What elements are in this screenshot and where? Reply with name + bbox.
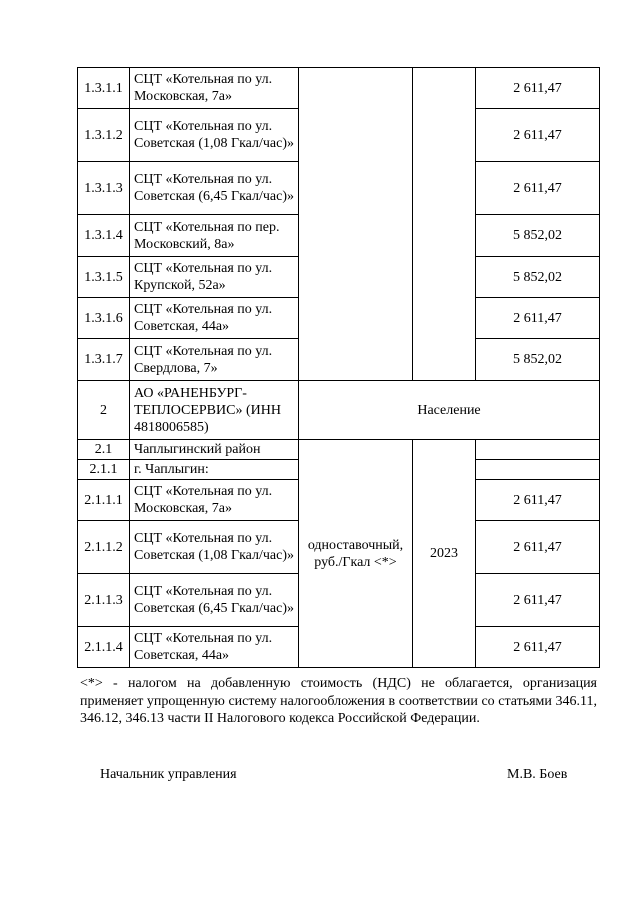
row-number: 1.3.1.2 xyxy=(78,109,130,162)
row-name: СЦТ «Котельная по ул. Советская (1,08 Гкал/час)» xyxy=(130,521,299,574)
blank-cell xyxy=(476,460,600,480)
row-name: СЦТ «Котельная по ул. Советская (6,45 Гкал/час)» xyxy=(130,574,299,627)
tariff-table xyxy=(77,67,600,668)
table-row xyxy=(78,68,600,109)
row-value: 2 611,47 xyxy=(476,521,600,574)
row-name: СЦТ «Котельная по ул. Советская (1,08 Гкал/час)» xyxy=(130,109,299,162)
signatory-name: М.В. Боев xyxy=(507,767,568,782)
row-value: 2 611,47 xyxy=(476,162,600,215)
blank-cell xyxy=(413,68,476,381)
row-name: СЦТ «Котельная по ул. Советская, 44а» xyxy=(130,627,299,668)
row-value: 2 611,47 xyxy=(476,574,600,627)
row-number: 1.3.1.5 xyxy=(78,257,130,298)
blank-cell xyxy=(299,68,413,381)
row-name: СЦТ «Котельная по ул. Советская, 44а» xyxy=(130,298,299,339)
row-name: СЦТ «Котельная по ул. Советская (6,45 Гкал/час)» xyxy=(130,162,299,215)
row-number: 2.1.1.1 xyxy=(78,480,130,521)
row-name: СЦТ «Котельная по пер. Московский, 8а» xyxy=(130,215,299,257)
city-number: 2.1.1 xyxy=(78,460,130,480)
row-name: СЦТ «Котельная по ул. Крупской, 52а» xyxy=(130,257,299,298)
row-number: 2.1.1.4 xyxy=(78,627,130,668)
row-name: СЦТ «Котельная по ул. Московская, 7а» xyxy=(130,68,299,109)
blank-cell xyxy=(476,440,600,460)
tariff-year: 2023 xyxy=(413,440,476,668)
row-value: 2 611,47 xyxy=(476,68,600,109)
row-value: 5 852,02 xyxy=(476,257,600,298)
row-number: 1.3.1.3 xyxy=(78,162,130,215)
row-value: 5 852,02 xyxy=(476,339,600,381)
row-value: 5 852,02 xyxy=(476,215,600,257)
city-name: г. Чаплыгин: xyxy=(130,460,299,480)
signatory-title: Начальник управления xyxy=(100,767,237,782)
footnote: <*> - налогом на добавленную стоимость (НДС) не облагается, организация применяет упрощенную систему налогообложения в соответствии со статьями 346.11, 346.12, 346.13 части II Налогового кодекса Российской Федерации. xyxy=(80,676,597,726)
row-number: 1.3.1.1 xyxy=(78,68,130,109)
district-number: 2.1 xyxy=(78,440,130,460)
row-number: 1.3.1.6 xyxy=(78,298,130,339)
row-name: СЦТ «Котельная по ул. Московская, 7а» xyxy=(130,480,299,521)
row-value: 2 611,47 xyxy=(476,298,600,339)
org-number: 2 xyxy=(78,381,130,440)
row-number: 2.1.1.3 xyxy=(78,574,130,627)
tariff-type: одноставочный, руб./Гкал <*> xyxy=(299,440,413,668)
row-name: СЦТ «Котельная по ул. Свердлова, 7» xyxy=(130,339,299,381)
row-number: 1.3.1.4 xyxy=(78,215,130,257)
table-row-org xyxy=(78,381,600,440)
row-number: 1.3.1.7 xyxy=(78,339,130,381)
row-value: 2 611,47 xyxy=(476,109,600,162)
row-value: 2 611,47 xyxy=(476,480,600,521)
row-value: 2 611,47 xyxy=(476,627,600,668)
table-row-district xyxy=(78,440,600,460)
org-name: АО «РАНЕНБУРГ-ТЕПЛОСЕРВИС» (ИНН 4818006585) xyxy=(130,381,299,440)
row-number: 2.1.1.2 xyxy=(78,521,130,574)
district-name: Чаплыгинский район xyxy=(130,440,299,460)
consumer-category: Население xyxy=(299,381,600,440)
